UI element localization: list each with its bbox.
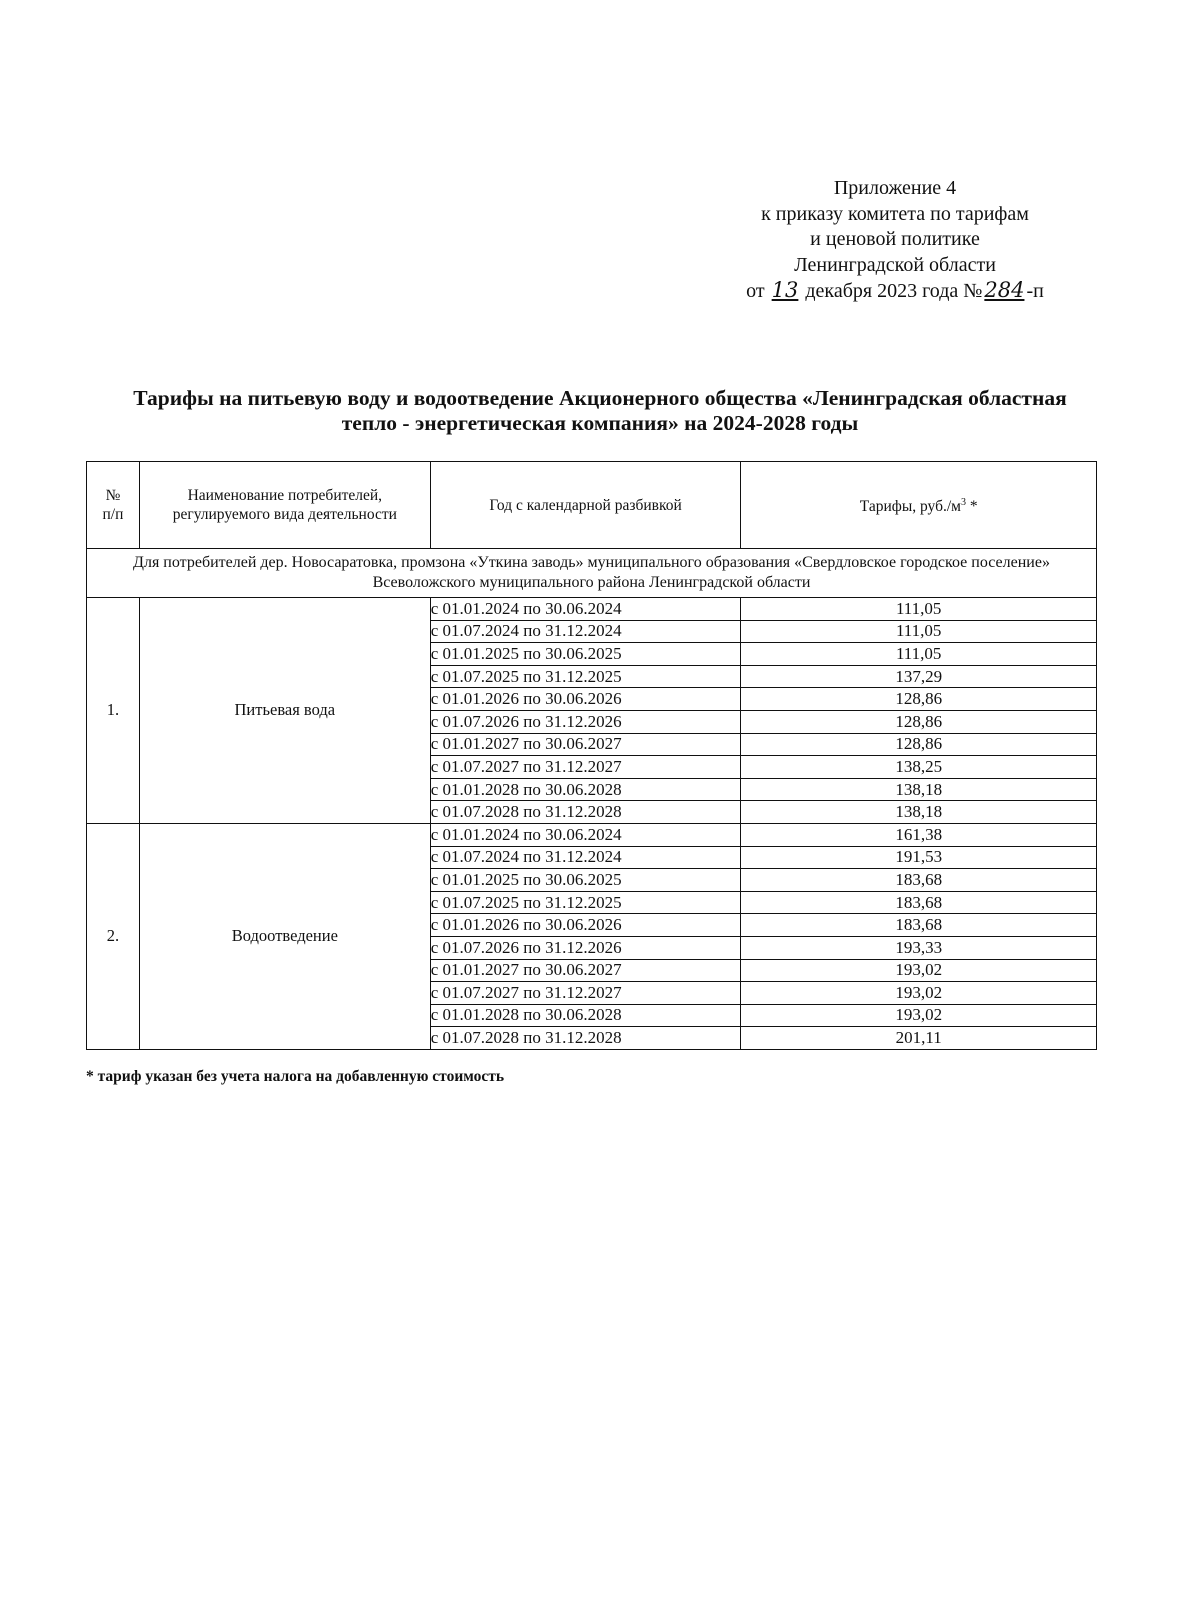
appendix-line: и ценовой политике xyxy=(810,228,980,250)
region-cell: Для потребителей дер. Новосаратовка, промзона «Уткина заводь» муниципального образования «Свердловское городское поселение» Всеволожского муниципального района Ленинградской области xyxy=(87,549,1097,598)
appendix-header xyxy=(715,176,1075,305)
header-tariff-star: * xyxy=(965,498,978,516)
period-cell: с 01.07.2027 по 31.12.2027 xyxy=(430,756,741,779)
tariff-cell: 137,29 xyxy=(741,665,1097,688)
table-body xyxy=(87,549,1097,1050)
appendix-date-line xyxy=(715,278,1075,305)
tariff-cell: 128,86 xyxy=(741,710,1097,733)
header-num: № п/п xyxy=(87,462,140,549)
tariff-table xyxy=(86,461,1097,1050)
period-cell: с 01.07.2025 по 31.12.2025 xyxy=(430,891,741,914)
tariff-cell: 193,02 xyxy=(741,982,1097,1005)
header-name-text: Наименование потребителей, регулируемого вида деятельности xyxy=(172,487,397,523)
period-cell: с 01.01.2026 по 30.06.2026 xyxy=(430,688,741,711)
period-cell: с 01.07.2026 по 31.12.2026 xyxy=(430,936,741,959)
group-name: Водоотведение xyxy=(139,823,430,1049)
tariff-cell: 138,18 xyxy=(741,801,1097,824)
tariff-cell: 193,02 xyxy=(741,959,1097,982)
period-cell: с 01.01.2024 по 30.06.2024 xyxy=(430,598,741,621)
tariff-cell: 201,11 xyxy=(741,1027,1097,1050)
table-row xyxy=(87,823,1097,846)
tariff-cell: 161,38 xyxy=(741,823,1097,846)
tariff-cell: 183,68 xyxy=(741,891,1097,914)
period-cell: с 01.01.2028 по 30.06.2028 xyxy=(430,1004,741,1027)
period-cell: с 01.01.2024 по 30.06.2024 xyxy=(430,823,741,846)
document-title xyxy=(60,386,1140,436)
period-cell: с 01.07.2026 по 31.12.2026 xyxy=(430,710,741,733)
period-cell: с 01.01.2028 по 30.06.2028 xyxy=(430,778,741,801)
tariff-cell: 138,18 xyxy=(741,778,1097,801)
group-name: Питьевая вода xyxy=(139,598,430,824)
appendix-line: Ленинградской области xyxy=(794,253,996,276)
title-line: тепло - энергетическая компания» на 2024-2028 годы xyxy=(341,411,859,435)
handwritten-day: 13 xyxy=(771,278,799,302)
tariff-cell: 191,53 xyxy=(741,846,1097,869)
period-cell: с 01.01.2025 по 30.06.2025 xyxy=(430,643,741,666)
header-period: Год с календарной разбивкой xyxy=(430,462,741,549)
period-cell: с 01.07.2028 по 31.12.2028 xyxy=(430,801,741,824)
period-cell: с 01.07.2024 по 31.12.2024 xyxy=(430,846,741,869)
date-middle: декабря 2023 года № xyxy=(805,280,983,302)
header-tariff-text: Тарифы, руб./м xyxy=(859,498,961,516)
tariff-cell: 111,05 xyxy=(741,598,1097,621)
tariff-cell: 128,86 xyxy=(741,688,1097,711)
appendix-line: к приказу комитета по тарифам xyxy=(761,202,1029,225)
period-cell: с 01.01.2025 по 30.06.2025 xyxy=(430,869,741,892)
tariff-cell: 183,68 xyxy=(741,914,1097,937)
tariff-cell: 111,05 xyxy=(741,643,1097,666)
header-tariff-sup: 3 xyxy=(960,497,966,509)
tariff-cell: 111,05 xyxy=(741,620,1097,643)
date-prefix: от xyxy=(746,280,765,302)
order-suffix: -п xyxy=(1026,280,1044,302)
tariff-cell: 193,02 xyxy=(741,1004,1097,1027)
group-number: 1. xyxy=(87,598,140,824)
tariff-cell: 183,68 xyxy=(741,869,1097,892)
table-header-row xyxy=(87,462,1097,549)
header-name xyxy=(139,462,430,549)
appendix-line: Приложение 4 xyxy=(833,177,957,199)
footnote: * тариф указан без учета налога на добавленную стоимость xyxy=(86,1068,505,1085)
region-row xyxy=(87,549,1097,598)
handwritten-order-number: 284 xyxy=(984,278,1025,302)
period-cell: с 01.07.2024 по 31.12.2024 xyxy=(430,620,741,643)
table-row xyxy=(87,598,1097,621)
period-cell: с 01.07.2028 по 31.12.2028 xyxy=(430,1027,741,1050)
period-cell: с 01.01.2026 по 30.06.2026 xyxy=(430,914,741,937)
period-cell: с 01.07.2025 по 31.12.2025 xyxy=(430,665,741,688)
period-cell: с 01.01.2027 по 30.06.2027 xyxy=(430,733,741,756)
tariff-cell: 138,25 xyxy=(741,756,1097,779)
header-tariff xyxy=(741,462,1097,549)
period-cell: с 01.01.2027 по 30.06.2027 xyxy=(430,959,741,982)
title-line: Тарифы на питьевую воду и водоотведение Акционерного общества «Ленинградская областная xyxy=(133,386,1067,410)
tariff-cell: 193,33 xyxy=(741,936,1097,959)
group-number: 2. xyxy=(87,823,140,1049)
tariff-cell: 128,86 xyxy=(741,733,1097,756)
period-cell: с 01.07.2027 по 31.12.2027 xyxy=(430,982,741,1005)
